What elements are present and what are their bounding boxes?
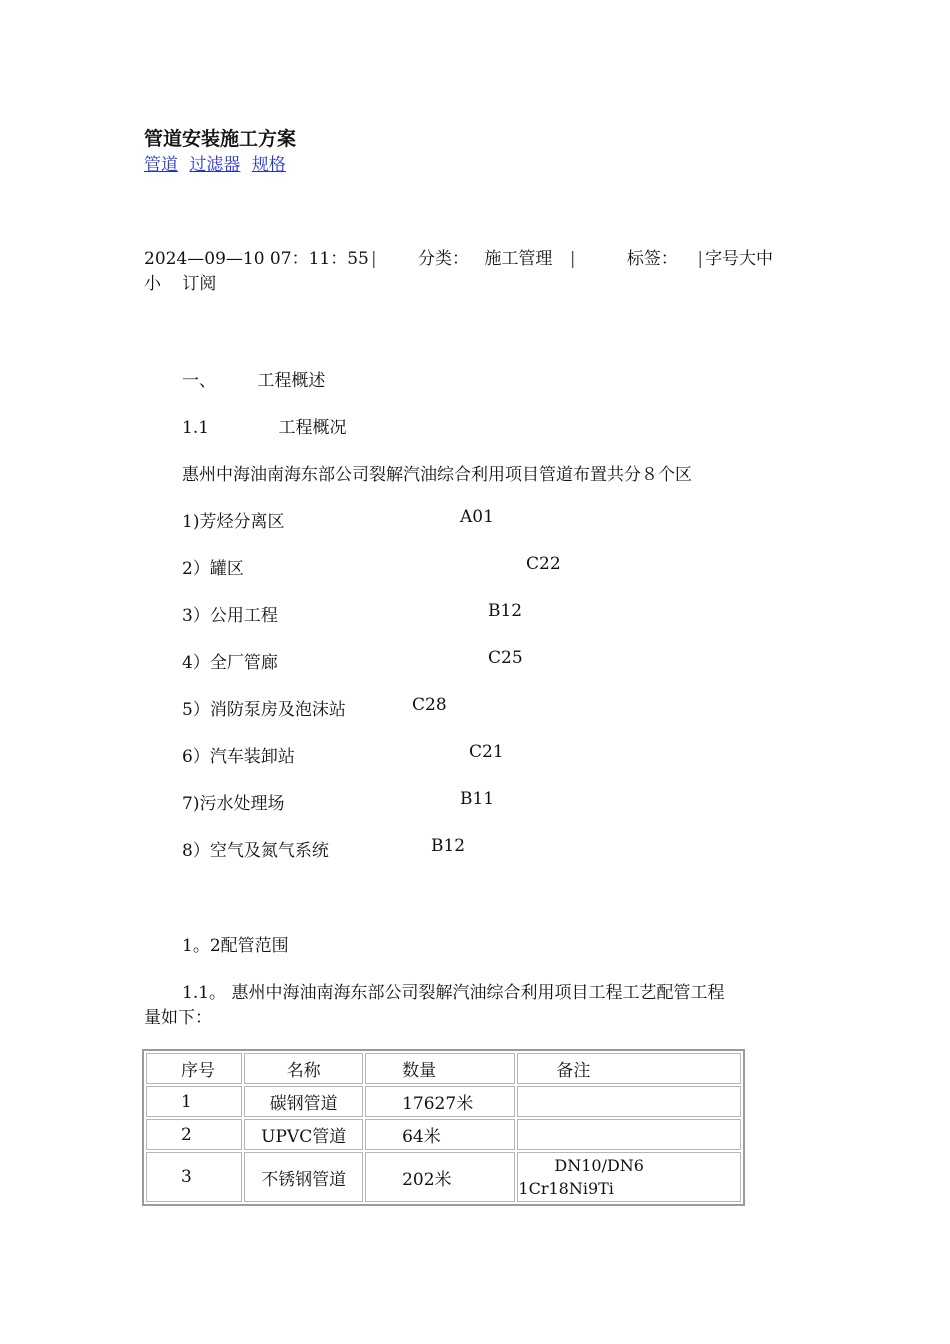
area-name: 5）消防泵房及泡沫站: [182, 700, 346, 720]
area-code: C25: [488, 648, 523, 668]
intro-paragraph: 惠州中海油南海东部公司裂解汽油综合利用项目管道布置共分８个区: [182, 465, 692, 485]
post-datetime: 2024—09—10 07：11：55: [144, 249, 369, 269]
cell-no: 1: [146, 1086, 242, 1117]
page-title: 管道安装施工方案: [144, 128, 297, 150]
cell-note: [517, 1086, 741, 1117]
subheading-number: 1.1: [182, 418, 210, 438]
section-heading: [182, 366, 325, 391]
table-header-row: [146, 1053, 741, 1084]
category-label: 分类：: [417, 249, 469, 269]
section-2-paragraph-line2: 量如下：: [144, 1008, 212, 1028]
separator: |: [370, 249, 377, 269]
area-code: B11: [460, 789, 495, 809]
meta-line-2: [144, 269, 232, 294]
cell-name: 不锈钢管道: [244, 1152, 363, 1202]
cell-qty: 17627米: [365, 1086, 515, 1117]
header-cell: 名称: [244, 1053, 363, 1084]
area-code: C21: [469, 742, 504, 762]
quantity-table: [142, 1049, 745, 1206]
area-item: [182, 789, 495, 814]
area-code: B12: [488, 601, 523, 621]
header-cell: 序号: [146, 1053, 242, 1084]
header-cell: 数量: [365, 1053, 515, 1084]
table-row: [146, 1152, 741, 1202]
area-item: [182, 742, 504, 767]
area-code: A01: [460, 507, 494, 527]
font-size-label[interactable]: 字号大中: [705, 249, 774, 269]
cell-no: 2: [146, 1119, 242, 1150]
tag-link-spec[interactable]: 规格: [251, 155, 286, 175]
cell-qty: 64米: [365, 1119, 515, 1150]
category-link[interactable]: 施工管理: [484, 249, 553, 269]
area-name: 3）公用工程: [182, 606, 278, 626]
font-small-button[interactable]: 小: [144, 274, 161, 294]
area-item: [182, 695, 447, 720]
cell-note: [517, 1152, 741, 1202]
table-row: [146, 1086, 741, 1117]
area-code: C28: [412, 695, 447, 715]
cell-note: [517, 1119, 741, 1150]
area-code: B12: [431, 836, 466, 856]
area-name: 4）全厂管廊: [182, 653, 278, 673]
cell-name: UPVC管道: [244, 1119, 363, 1150]
area-name: 7)污水处理场: [182, 794, 285, 814]
heading-number: 一、: [182, 371, 216, 391]
area-name: 2）罐区: [182, 559, 244, 579]
tag-link-filter[interactable]: 过滤器: [189, 155, 241, 175]
area-item: [182, 648, 523, 673]
area-name: 6）汽车装卸站: [182, 747, 295, 767]
section-2-heading: 1。2配管范围: [182, 936, 289, 956]
area-item: [182, 836, 466, 861]
tag-links: [144, 150, 292, 175]
note-line: 1Cr18Ni9Ti: [518, 1179, 614, 1198]
cell-name: 碳钢管道: [244, 1086, 363, 1117]
area-name: 8）空气及氮气系统: [182, 841, 329, 861]
note-line: DN10/DN6: [554, 1156, 644, 1175]
subheading-text: 工程概况: [278, 418, 347, 438]
tags-label: 标签：: [626, 249, 678, 269]
tag-link-pipe[interactable]: 管道: [144, 155, 178, 175]
subsection-heading: [182, 413, 346, 438]
separator: |: [697, 249, 704, 269]
area-item: [182, 507, 494, 532]
area-code: C22: [526, 554, 561, 574]
separator: |: [569, 249, 576, 269]
area-item: [182, 554, 561, 579]
meta-line: [144, 244, 773, 269]
table-row: [146, 1119, 741, 1150]
subscribe-link[interactable]: 订阅: [182, 274, 217, 294]
cell-qty: 202米: [365, 1152, 515, 1202]
area-name: 1)芳烃分离区: [182, 512, 285, 532]
cell-no: 3: [146, 1152, 242, 1202]
header-cell: 备注: [517, 1053, 741, 1084]
section-2-paragraph-line1: 1.1。 惠州中海油南海东部公司裂解汽油综合利用项目工程工艺配管工程: [182, 983, 725, 1003]
area-item: [182, 601, 523, 626]
heading-text: 工程概述: [257, 371, 326, 391]
